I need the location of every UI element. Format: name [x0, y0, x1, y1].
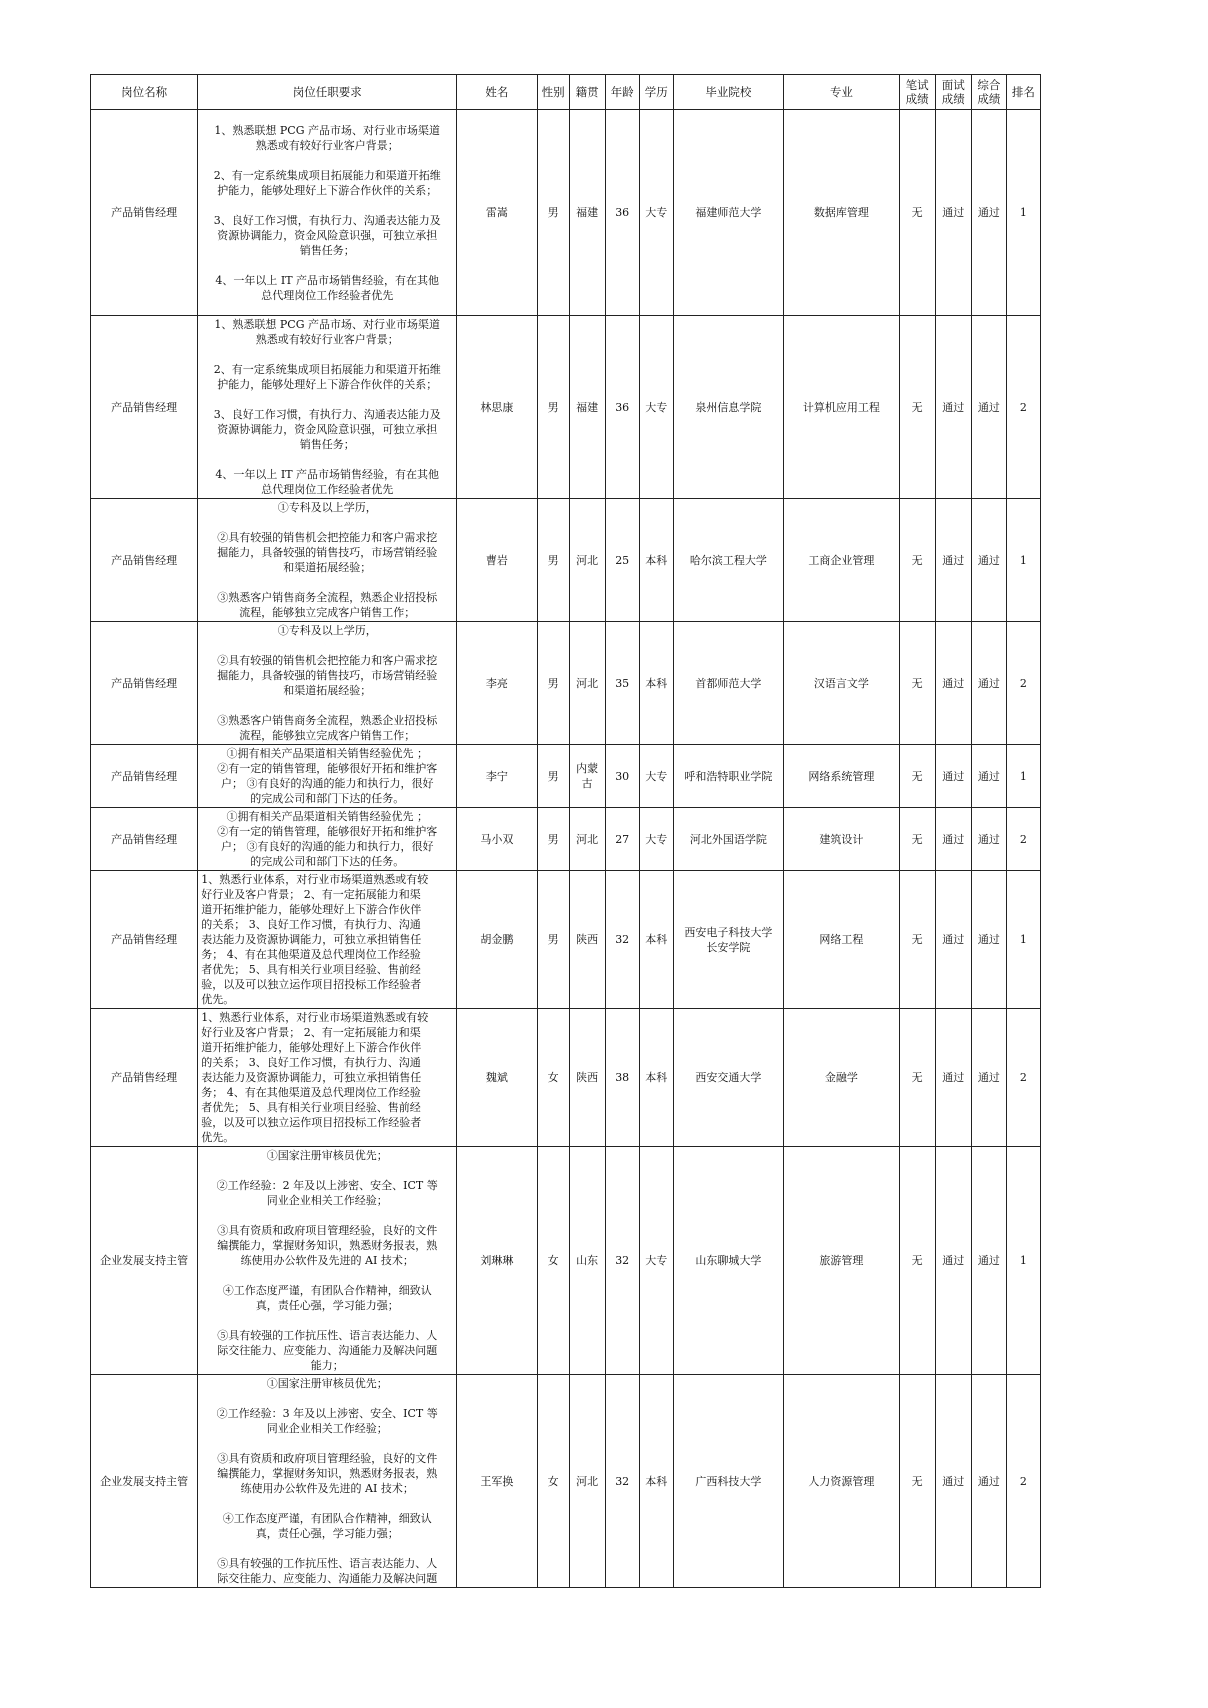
table-row	[91, 622, 1041, 745]
interview-score-cell: 通过	[935, 1009, 971, 1147]
header-school: 毕业院校	[673, 75, 783, 110]
major-cell: 金融学	[784, 1009, 900, 1147]
origin-cell: 山东	[569, 1147, 605, 1375]
origin-cell: 福建	[569, 316, 605, 499]
requirement-line: 同业企业相关工作经验；	[266, 1194, 388, 1207]
requirement-line: 3、良好工作习惯，有执行力、沟通表达能力及	[213, 408, 441, 421]
table-row	[91, 1375, 1041, 1588]
header-interview-score: 面试 成绩	[935, 75, 971, 110]
header-major: 专业	[784, 75, 900, 110]
requirement-line: ②工作经验：2 年及以上涉密、安全、ICT 等	[216, 1179, 438, 1192]
requirement-line: 的关系； 3、良好工作习惯，有执行力、沟通	[201, 1056, 421, 1069]
position-cell: 企业发展支持主管	[91, 1147, 198, 1375]
written-score-cell: 无	[899, 316, 935, 499]
requirement-line: 编撰能力，掌握财务知识，熟悉财务报表，熟	[217, 1467, 438, 1480]
requirement-line: ⑤具有较强的工作抗压性、语言表达能力、人	[217, 1557, 438, 1570]
requirement-line: 3、良好工作习惯，有执行力、沟通表达能力及	[213, 213, 441, 227]
school-cell: 首都师范大学	[673, 622, 783, 745]
education-cell: 本科	[639, 1375, 673, 1588]
gender-cell: 男	[537, 871, 569, 1009]
position-cell: 企业发展支持主管	[91, 1375, 198, 1588]
gender-cell: 女	[537, 1375, 569, 1588]
written-score-cell: 无	[899, 1009, 935, 1147]
requirement-line: ④工作态度严谨，有团队合作精神，细致认	[222, 1512, 432, 1525]
requirement-line: 流程，能够独立完成客户销售工作；	[239, 606, 416, 619]
requirement-line: 际交往能力、应变能力、沟通能力及解决问题	[217, 1344, 438, 1357]
name-cell: 林思康	[457, 316, 537, 499]
requirement-line: 道开拓维护能力，能够处理好上下游合作伙伴	[201, 1041, 422, 1054]
requirement-line: 道开拓维护能力，能够处理好上下游合作伙伴	[201, 903, 422, 916]
origin-cell: 陕西	[569, 871, 605, 1009]
major-cell: 人力资源管理	[784, 1375, 900, 1588]
requirements-cell	[198, 499, 457, 622]
requirement-line: 户； ③有良好的沟通的能力和执行力，很好	[220, 840, 434, 853]
gender-cell: 男	[537, 808, 569, 871]
origin-cell: 河北	[569, 622, 605, 745]
major-cell: 建筑设计	[784, 808, 900, 871]
overall-score-cell: 通过	[971, 622, 1006, 745]
requirement-line: ②工作经验：3 年及以上涉密、安全、ICT 等	[216, 1407, 438, 1420]
education-cell: 大专	[639, 808, 673, 871]
requirement-line: 总代理岗位工作经验者优先	[261, 483, 394, 496]
requirement-line: 者优先； 5、具有相关行业项目经验、售前经	[201, 1101, 421, 1114]
age-cell: 32	[605, 1147, 639, 1375]
school-cell: 河北外国语学院	[673, 808, 783, 871]
requirement-line: 验，以及可以独立运作项目招投标工作经验者	[201, 1116, 422, 1129]
requirement-line: 4、一年以上 IT 产品市场销售经验，有在其他	[215, 273, 440, 287]
table-row	[91, 808, 1041, 871]
requirement-line: 优先。	[201, 1131, 235, 1144]
interview-score-cell: 通过	[935, 808, 971, 871]
school-cell: 哈尔滨工程大学	[673, 499, 783, 622]
requirement-line: 熟悉或有较好行业客户背景；	[255, 333, 399, 346]
requirement-line: 编撰能力，掌握财务知识，熟悉财务报表，熟	[217, 1239, 438, 1252]
requirement-line: 1、熟悉行业体系，对行业市场渠道熟悉或有较	[201, 1011, 429, 1024]
name-cell: 李亮	[457, 622, 537, 745]
education-cell: 大专	[639, 110, 673, 316]
requirement-line: 好行业及客户背景； 2、有一定拓展能力和渠	[201, 888, 421, 901]
age-cell: 38	[605, 1009, 639, 1147]
written-score-cell: 无	[899, 110, 935, 316]
rank-cell: 2	[1006, 808, 1040, 871]
requirement-line: 掘能力，具备较强的销售技巧，市场营销经验	[217, 546, 438, 559]
requirement-line: 2、有一定系统集成项目拓展能力和渠道开拓维	[213, 168, 441, 182]
requirements-cell	[198, 1375, 457, 1588]
requirement-line: 资源协调能力，资金风险意识强，可独立承担	[217, 423, 438, 436]
school-cell: 呼和浩特职业学院	[673, 745, 783, 808]
requirements-cell	[198, 110, 457, 316]
overall-score-cell: 通过	[971, 871, 1006, 1009]
rank-cell: 1	[1006, 745, 1040, 808]
name-cell: 雷嵩	[457, 110, 537, 316]
requirement-line: 1、熟悉联想 PCG 产品市场、对行业市场渠道	[214, 123, 441, 137]
requirement-line	[201, 392, 453, 407]
written-score-cell: 无	[899, 871, 935, 1009]
table-row	[91, 110, 1041, 316]
requirement-line: 的完成公司和部门下达的任务。	[250, 855, 405, 868]
requirements-cell	[198, 871, 457, 1009]
requirement-line: 际交往能力、应变能力、沟通能力及解决问题	[217, 1572, 438, 1585]
header-gender: 性别	[537, 75, 569, 110]
requirement-line: ①拥有相关产品渠道相关销售经验优先 ；	[226, 747, 428, 760]
requirement-line: 真，责任心强，学习能力强；	[255, 1299, 399, 1312]
education-cell: 大专	[639, 316, 673, 499]
age-cell: 30	[605, 745, 639, 808]
name-cell: 魏斌	[457, 1009, 537, 1147]
rank-cell: 1	[1006, 1147, 1040, 1375]
position-cell: 产品销售经理	[91, 110, 198, 316]
requirement-line: 表达能力及资源协调能力，可独立承担销售任	[201, 933, 422, 946]
requirements-cell	[198, 745, 457, 808]
position-cell: 产品销售经理	[91, 622, 198, 745]
requirement-line: 同业企业相关工作经验；	[266, 1422, 388, 1435]
overall-score-cell: 通过	[971, 110, 1006, 316]
name-cell: 曹岩	[457, 499, 537, 622]
header-requirements: 岗位任职要求	[198, 75, 457, 110]
requirements-cell	[198, 316, 457, 499]
written-score-cell: 无	[899, 622, 935, 745]
requirement-line: 掘能力，具备较强的销售技巧，市场营销经验	[217, 669, 438, 682]
name-cell: 刘琳琳	[457, 1147, 537, 1375]
requirement-line: 的关系； 3、良好工作习惯，有执行力、沟通	[201, 918, 421, 931]
major-cell: 计算机应用工程	[784, 316, 900, 499]
requirement-line: 和渠道拓展经验；	[283, 561, 372, 574]
requirement-line: 和渠道拓展经验；	[283, 684, 372, 697]
overall-score-cell: 通过	[971, 1147, 1006, 1375]
requirement-line: ①国家注册审核员优先；	[266, 1149, 388, 1162]
requirement-line: ③熟悉客户销售商务全流程，熟悉企业招投标	[217, 591, 438, 604]
requirement-line	[201, 1268, 453, 1283]
requirement-line: 的完成公司和部门下达的任务。	[250, 792, 405, 805]
requirement-line	[201, 1496, 453, 1511]
interview-score-cell: 通过	[935, 1375, 971, 1588]
gender-cell: 女	[537, 1009, 569, 1147]
header-rank: 排名	[1006, 75, 1040, 110]
requirements-cell	[198, 622, 457, 745]
requirement-line: 表达能力及资源协调能力，可独立承担销售任	[201, 1071, 422, 1084]
requirement-line: 销售任务；	[299, 243, 355, 257]
requirement-line	[201, 575, 453, 590]
requirement-line: ③具有资质和政府项目管理经验，良好的文件	[217, 1224, 438, 1237]
requirement-line: 总代理岗位工作经验者优先	[261, 288, 394, 302]
school-cell: 泉州信息学院	[673, 316, 783, 499]
requirement-line: 2、有一定系统集成项目拓展能力和渠道开拓维	[213, 363, 441, 376]
header-age: 年龄	[605, 75, 639, 110]
position-cell: 产品销售经理	[91, 745, 198, 808]
origin-cell: 河北	[569, 808, 605, 871]
header-name: 姓名	[457, 75, 537, 110]
table-row	[91, 1147, 1041, 1375]
header-written-score: 笔试 成绩	[899, 75, 935, 110]
requirement-line: 练使用办公软件及先进的 AI 技术；	[240, 1254, 414, 1267]
requirement-line: ①拥有相关产品渠道相关销售经验优先 ；	[226, 810, 428, 823]
overall-score-cell: 通过	[971, 316, 1006, 499]
requirement-line: 1、熟悉联想 PCG 产品市场、对行业市场渠道	[214, 318, 441, 331]
requirement-line	[201, 1163, 453, 1178]
requirement-line: 护能力，能够处理好上下游合作伙伴的关系；	[217, 183, 438, 197]
position-cell: 产品销售经理	[91, 808, 198, 871]
requirement-line	[201, 638, 453, 653]
education-cell: 本科	[639, 871, 673, 1009]
interview-score-cell: 通过	[935, 745, 971, 808]
education-cell: 本科	[639, 499, 673, 622]
requirement-line	[201, 698, 453, 713]
requirement-line: ③具有资质和政府项目管理经验，良好的文件	[217, 1452, 438, 1465]
overall-score-cell: 通过	[971, 1375, 1006, 1588]
written-score-cell: 无	[899, 1375, 935, 1588]
age-cell: 32	[605, 1375, 639, 1588]
requirement-line: ①专科及以上学历，	[277, 501, 377, 514]
requirement-line	[201, 1541, 453, 1556]
requirement-line: ②具有较强的销售机会把控能力和客户需求挖	[217, 654, 438, 667]
requirement-line: 验，以及可以独立运作项目招投标工作经验者	[201, 978, 422, 991]
candidate-table	[90, 74, 1041, 1588]
gender-cell: 男	[537, 622, 569, 745]
interview-score-cell: 通过	[935, 871, 971, 1009]
age-cell: 32	[605, 871, 639, 1009]
interview-score-cell: 通过	[935, 110, 971, 316]
age-cell: 36	[605, 110, 639, 316]
interview-score-cell: 通过	[935, 622, 971, 745]
header-origin: 籍贯	[569, 75, 605, 110]
requirement-line	[201, 258, 453, 273]
position-cell: 产品销售经理	[91, 316, 198, 499]
education-cell: 大专	[639, 1147, 673, 1375]
header-education: 学历	[639, 75, 673, 110]
major-cell: 网络工程	[784, 871, 900, 1009]
age-cell: 27	[605, 808, 639, 871]
requirement-line	[201, 198, 453, 213]
requirement-line: 好行业及客户背景； 2、有一定拓展能力和渠	[201, 1026, 421, 1039]
school-cell: 西安电子科技大学 长安学院	[673, 871, 783, 1009]
candidate-table-sheet	[90, 74, 1041, 1588]
name-cell: 李宁	[457, 745, 537, 808]
requirement-line: 销售任务；	[299, 438, 355, 451]
education-cell: 大专	[639, 745, 673, 808]
age-cell: 25	[605, 499, 639, 622]
rank-cell: 1	[1006, 110, 1040, 316]
requirement-line: ①专科及以上学历，	[277, 624, 377, 637]
origin-cell: 河北	[569, 499, 605, 622]
requirement-line: ②具有较强的销售机会把控能力和客户需求挖	[217, 531, 438, 544]
rank-cell: 2	[1006, 1009, 1040, 1147]
name-cell: 马小双	[457, 808, 537, 871]
school-cell: 西安交通大学	[673, 1009, 783, 1147]
table-body	[91, 110, 1041, 1588]
header-row	[91, 75, 1041, 110]
requirement-line: 1、熟悉行业体系，对行业市场渠道熟悉或有较	[201, 873, 429, 886]
origin-cell: 河北	[569, 1375, 605, 1588]
major-cell: 数据库管理	[784, 110, 900, 316]
education-cell: 本科	[639, 622, 673, 745]
gender-cell: 男	[537, 499, 569, 622]
header-position: 岗位名称	[91, 75, 198, 110]
rank-cell: 2	[1006, 316, 1040, 499]
requirement-line	[201, 452, 453, 467]
overall-score-cell: 通过	[971, 1009, 1006, 1147]
requirement-line: 流程，能够独立完成客户销售工作；	[239, 729, 416, 742]
table-row	[91, 745, 1041, 808]
requirement-line: 护能力，能够处理好上下游合作伙伴的关系；	[217, 378, 438, 391]
requirements-cell	[198, 1009, 457, 1147]
header-overall-score: 综合 成绩	[971, 75, 1006, 110]
interview-score-cell: 通过	[935, 316, 971, 499]
requirement-line: 能力；	[310, 1359, 344, 1372]
overall-score-cell: 通过	[971, 745, 1006, 808]
table-row	[91, 499, 1041, 622]
age-cell: 36	[605, 316, 639, 499]
school-cell: 山东聊城大学	[673, 1147, 783, 1375]
requirement-line: ②有一定的销售管理，能够很好开拓和维护客	[217, 762, 438, 775]
requirement-line	[201, 1436, 453, 1451]
position-cell: 产品销售经理	[91, 871, 198, 1009]
requirements-cell	[198, 808, 457, 871]
requirement-line	[201, 1208, 453, 1223]
written-score-cell: 无	[899, 745, 935, 808]
origin-cell: 陕西	[569, 1009, 605, 1147]
education-cell: 本科	[639, 1009, 673, 1147]
requirement-line: ②有一定的销售管理，能够很好开拓和维护客	[217, 825, 438, 838]
position-cell: 产品销售经理	[91, 1009, 198, 1147]
requirement-line: ⑤具有较强的工作抗压性、语言表达能力、人	[217, 1329, 438, 1342]
requirement-line: 4、一年以上 IT 产品市场销售经验，有在其他	[215, 468, 440, 481]
age-cell: 35	[605, 622, 639, 745]
interview-score-cell: 通过	[935, 499, 971, 622]
requirement-line: 熟悉或有较好行业客户背景；	[255, 138, 399, 152]
origin-cell: 内蒙 古	[569, 745, 605, 808]
table-row	[91, 316, 1041, 499]
gender-cell: 男	[537, 745, 569, 808]
written-score-cell: 无	[899, 808, 935, 871]
gender-cell: 女	[537, 1147, 569, 1375]
gender-cell: 男	[537, 110, 569, 316]
rank-cell: 2	[1006, 1375, 1040, 1588]
name-cell: 胡金鹏	[457, 871, 537, 1009]
requirement-line	[201, 1313, 453, 1328]
interview-score-cell: 通过	[935, 1147, 971, 1375]
written-score-cell: 无	[899, 1147, 935, 1375]
requirement-line	[201, 515, 453, 530]
requirements-cell	[198, 1147, 457, 1375]
requirement-line: ①国家注册审核员优先；	[266, 1377, 388, 1390]
table-row	[91, 1009, 1041, 1147]
requirement-line: 户； ③有良好的沟通的能力和执行力，很好	[220, 777, 434, 790]
major-cell: 网络系统管理	[784, 745, 900, 808]
major-cell: 工商企业管理	[784, 499, 900, 622]
requirement-line: 真，责任心强，学习能力强；	[255, 1527, 399, 1540]
requirement-line	[201, 153, 453, 168]
requirement-line: 务； 4、有在其他渠道及总代理岗位工作经验	[201, 948, 421, 961]
overall-score-cell: 通过	[971, 499, 1006, 622]
origin-cell: 福建	[569, 110, 605, 316]
overall-score-cell: 通过	[971, 808, 1006, 871]
requirement-line: 者优先； 5、具有相关行业项目经验、售前经	[201, 963, 421, 976]
requirement-line: 练使用办公软件及先进的 AI 技术；	[240, 1482, 414, 1495]
requirement-line	[201, 1391, 453, 1406]
requirement-line: 优先。	[201, 993, 235, 1006]
rank-cell: 1	[1006, 499, 1040, 622]
written-score-cell: 无	[899, 499, 935, 622]
rank-cell: 2	[1006, 622, 1040, 745]
rank-cell: 1	[1006, 871, 1040, 1009]
name-cell: 王军换	[457, 1375, 537, 1588]
requirement-line: ④工作态度严谨，有团队合作精神，细致认	[222, 1284, 432, 1297]
requirement-line: ③熟悉客户销售商务全流程，熟悉企业招投标	[217, 714, 438, 727]
requirement-line: 资源协调能力，资金风险意识强，可独立承担	[217, 228, 438, 242]
position-cell: 产品销售经理	[91, 499, 198, 622]
requirement-line	[201, 347, 453, 362]
major-cell: 汉语言文学	[784, 622, 900, 745]
requirement-line: 务； 4、有在其他渠道及总代理岗位工作经验	[201, 1086, 421, 1099]
school-cell: 广西科技大学	[673, 1375, 783, 1588]
school-cell: 福建师范大学	[673, 110, 783, 316]
table-row	[91, 871, 1041, 1009]
gender-cell: 男	[537, 316, 569, 499]
major-cell: 旅游管理	[784, 1147, 900, 1375]
